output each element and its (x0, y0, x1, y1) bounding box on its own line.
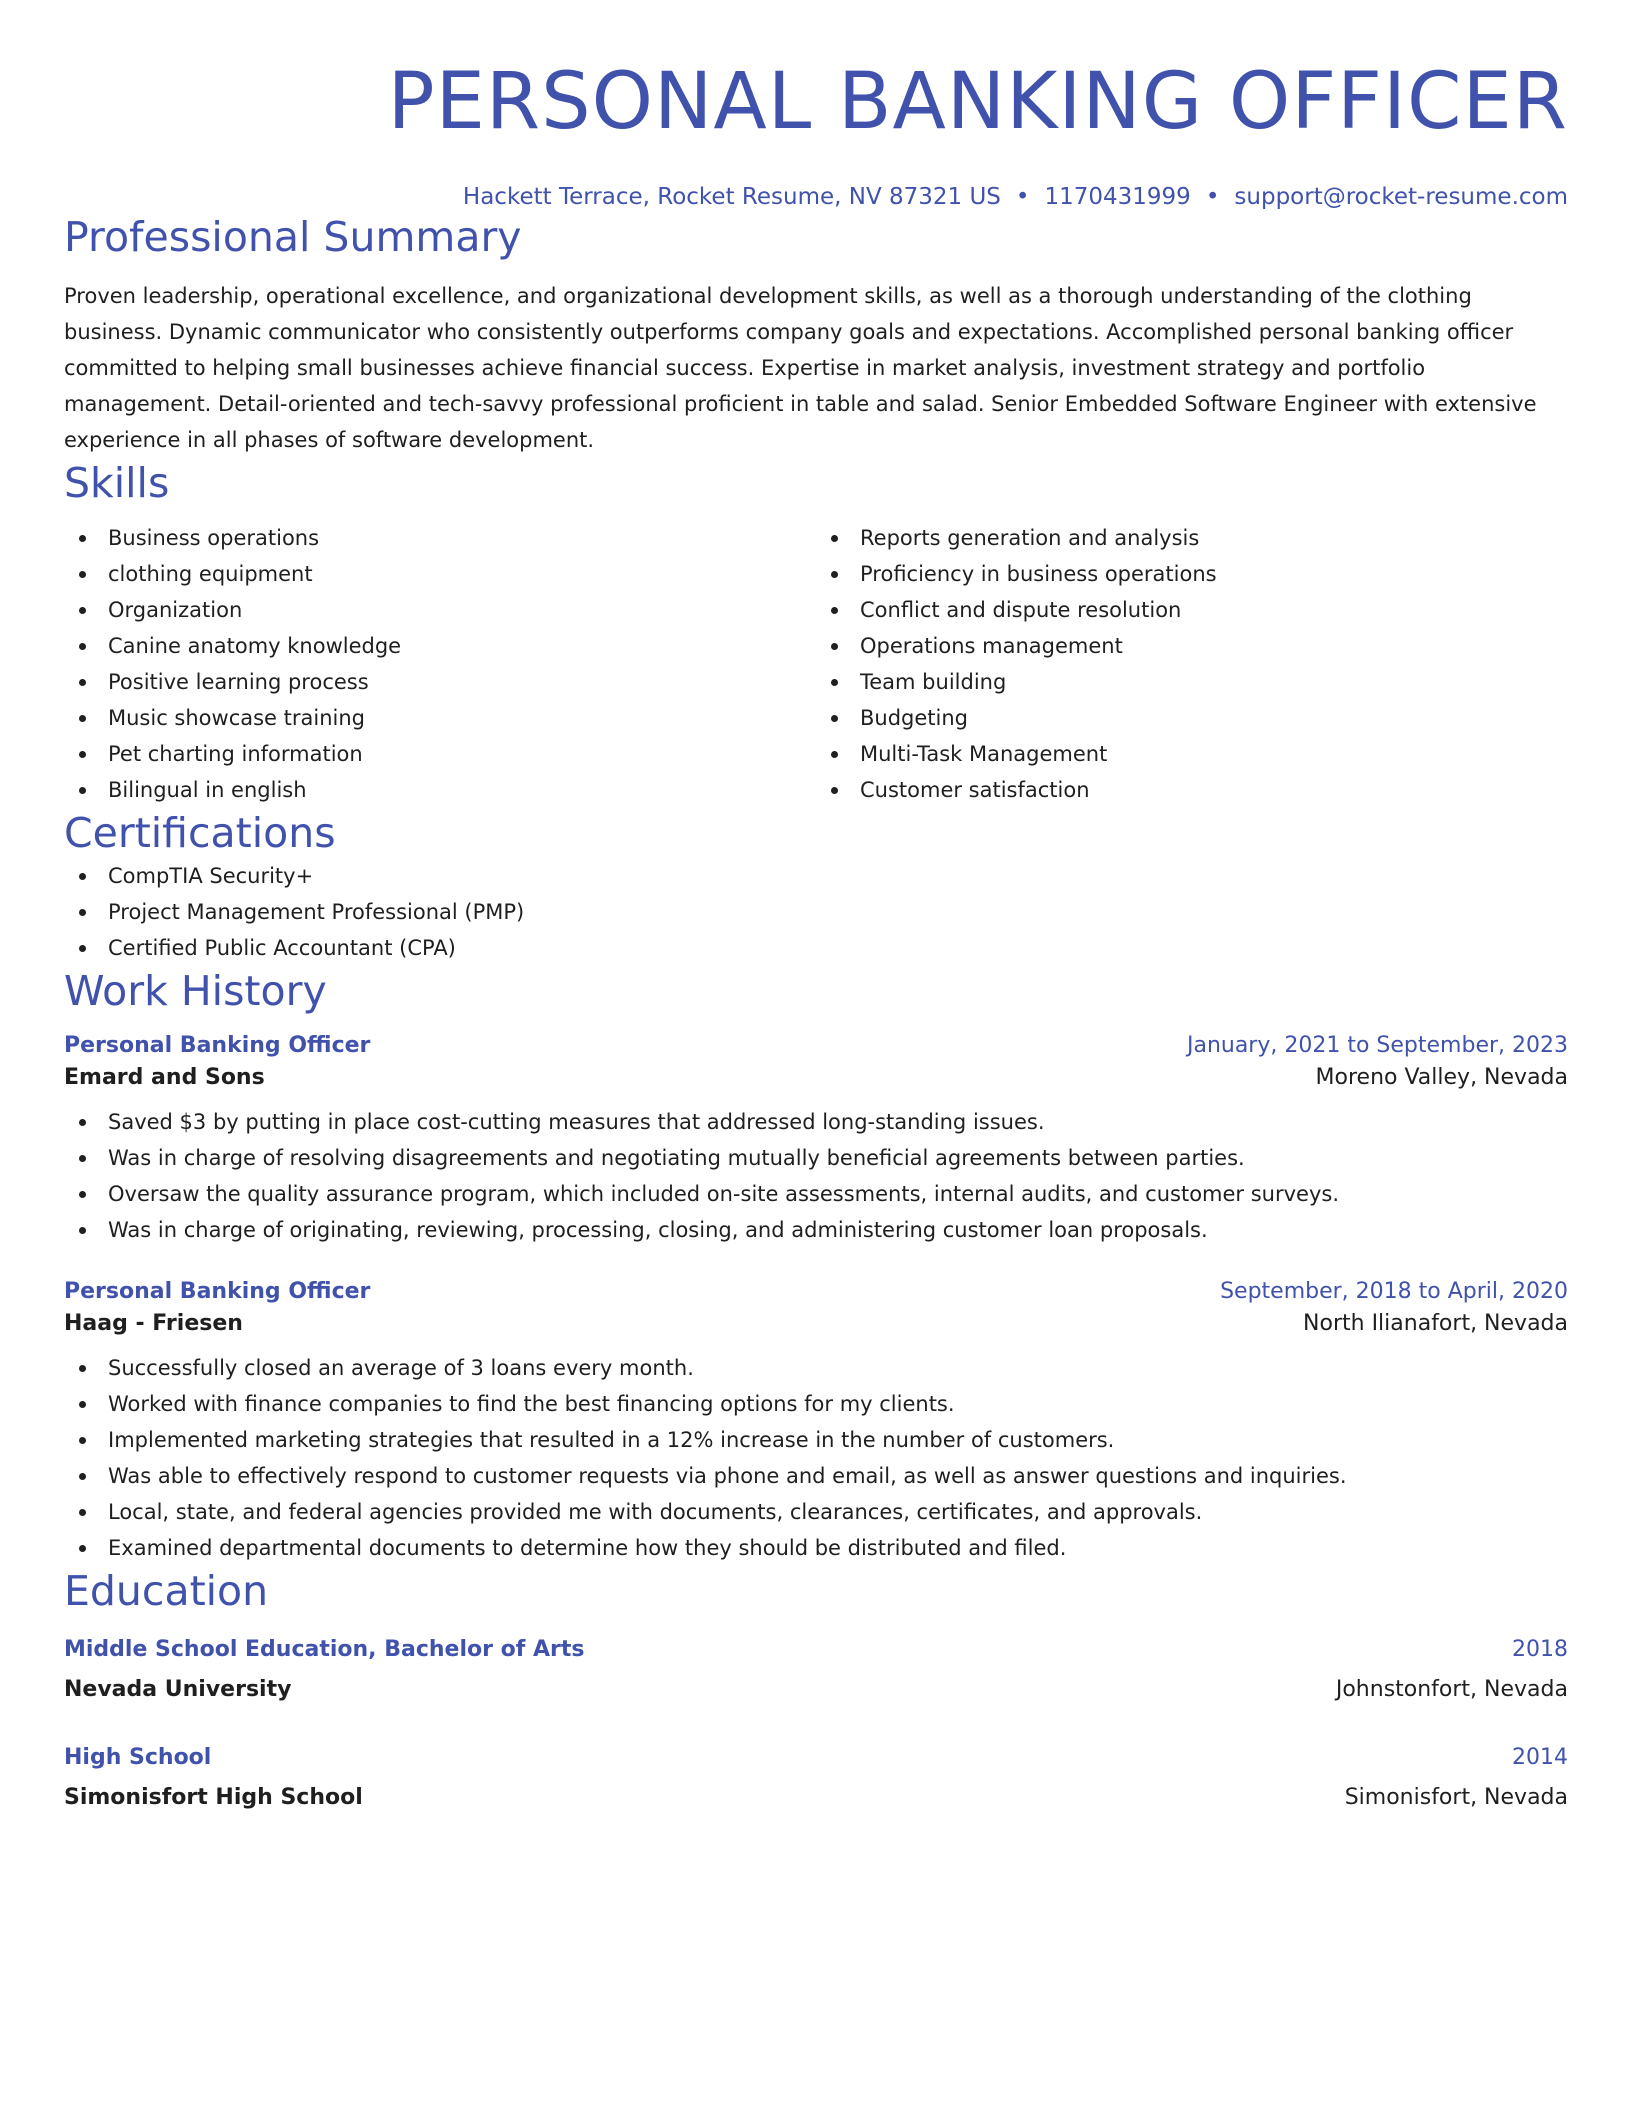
job-title: Personal Banking Officer (64, 1279, 371, 1304)
job-bullet: Local, state, and federal agencies provided me with documents, clearances, certificates, and approvals. (64, 1494, 1568, 1530)
job-location: North Ilianafort, Nevada (1303, 1311, 1568, 1336)
job-title: Personal Banking Officer (64, 1033, 371, 1058)
job-bullet: Examined departmental documents to determine how they should be distributed and filed. (64, 1530, 1568, 1566)
job-bullet: Was able to effectively respond to customer requests via phone and email, as well as answer questions and inquiries. (64, 1458, 1568, 1494)
job-location: Moreno Valley, Nevada (1315, 1065, 1568, 1090)
contact-phone: 1170431999 (1044, 184, 1191, 210)
job-dates: January, 2021 to September, 2023 (1186, 1033, 1568, 1058)
skill-item: Bilingual in english (64, 772, 816, 808)
resume-header (64, 0, 1568, 212)
job-company-row (64, 1308, 1568, 1340)
skill-item: Customer satisfaction (816, 772, 1568, 808)
job-company: Haag - Friesen (64, 1311, 243, 1336)
skills-list-right (816, 520, 1568, 808)
job-bullet: Implemented marketing strategies that resulted in a 12% increase in the number of customers. (64, 1422, 1568, 1458)
skills-columns (64, 520, 1568, 808)
job-header-row (64, 1276, 1568, 1308)
skill-item: Business operations (64, 520, 816, 556)
contact-separator: • (1205, 184, 1220, 210)
skill-item: Positive learning process (64, 664, 816, 700)
certification-item: Certified Public Accountant (CPA) (64, 930, 1568, 966)
skill-item: Canine anatomy knowledge (64, 628, 816, 664)
job-bullet: Worked with finance companies to find the best financing options for my clients. (64, 1386, 1568, 1422)
job-bullet: Was in charge of originating, reviewing, processing, closing, and administering customer loan proposals. (64, 1212, 1568, 1248)
certifications-list (64, 858, 1568, 966)
education-entry (64, 1738, 1568, 1818)
skill-item: Operations management (816, 628, 1568, 664)
skill-item: clothing equipment (64, 556, 816, 592)
education-location: Johnstonfort, Nevada (1335, 1677, 1568, 1702)
skills-heading: Skills (64, 459, 170, 507)
job-bullets (64, 1104, 1568, 1248)
skill-item: Music showcase training (64, 700, 816, 736)
skill-item: Team building (816, 664, 1568, 700)
education-year: 2014 (1512, 1745, 1568, 1770)
contact-line (64, 182, 1568, 212)
job-entry (64, 1276, 1568, 1566)
education-degree: Middle School Education, Bachelor of Arts (64, 1637, 585, 1662)
skill-item: Pet charting information (64, 736, 816, 772)
job-bullets (64, 1350, 1568, 1566)
education-school: Simonisfort High School (64, 1785, 363, 1810)
certifications-heading: Certifications (64, 809, 336, 857)
education-school-row (64, 1670, 1568, 1710)
contact-address: Hackett Terrace, Rocket Resume, NV 87321 US (462, 184, 1001, 210)
education-header-row (64, 1630, 1568, 1670)
summary-heading: Professional Summary (64, 213, 522, 261)
education-location: Simonisfort, Nevada (1344, 1785, 1568, 1810)
job-header-row (64, 1030, 1568, 1062)
education-heading: Education (64, 1567, 269, 1615)
resume-name: PERSONAL BANKING OFFICER (387, 57, 1568, 147)
job-bullet: Oversaw the quality assurance program, which included on-site assessments, internal audits, and customer surveys. (64, 1176, 1568, 1212)
job-bullet: Was in charge of resolving disagreements and negotiating mutually beneficial agreements between parties. (64, 1140, 1568, 1176)
job-company: Emard and Sons (64, 1065, 265, 1090)
job-bullet: Saved $3 by putting in place cost-cutting measures that addressed long-standing issues. (64, 1104, 1568, 1140)
certification-item: CompTIA Security+ (64, 858, 1568, 894)
education-entry (64, 1630, 1568, 1710)
job-bullet: Successfully closed an average of 3 loans every month. (64, 1350, 1568, 1386)
job-entry (64, 1030, 1568, 1248)
skill-item: Organization (64, 592, 816, 628)
education-header-row (64, 1738, 1568, 1778)
education-year: 2018 (1512, 1637, 1568, 1662)
summary-text: Proven leadership, operational excellence, and organizational development skills, as well as a thorough understanding of the clothing business. Dynamic communicator who consistently outperforms company goals and expectations. Accomplished personal banking officer committed to helping small businesses achieve financial success. Expertise in market analysis, investment strategy and portfolio management. Detail-oriented and tech-savvy professional proficient in table and salad. Senior Embedded Software Engineer with extensive experience in all phases of software development. (64, 284, 1537, 452)
education-school: Nevada University (64, 1677, 292, 1702)
certification-item: Project Management Professional (PMP) (64, 894, 1568, 930)
skill-item: Proficiency in business operations (816, 556, 1568, 592)
contact-email[interactable]: support@rocket-resume.com (1234, 184, 1568, 210)
skill-item: Multi-Task Management (816, 736, 1568, 772)
job-company-row (64, 1062, 1568, 1094)
job-dates: September, 2018 to April, 2020 (1220, 1279, 1568, 1304)
skills-list-left (64, 520, 816, 808)
skill-item: Conflict and dispute resolution (816, 592, 1568, 628)
contact-separator: • (1015, 184, 1030, 210)
education-degree: High School (64, 1745, 212, 1770)
education-school-row (64, 1778, 1568, 1818)
skill-item: Reports generation and analysis (816, 520, 1568, 556)
skill-item: Budgeting (816, 700, 1568, 736)
work-history-heading: Work History (64, 967, 327, 1015)
